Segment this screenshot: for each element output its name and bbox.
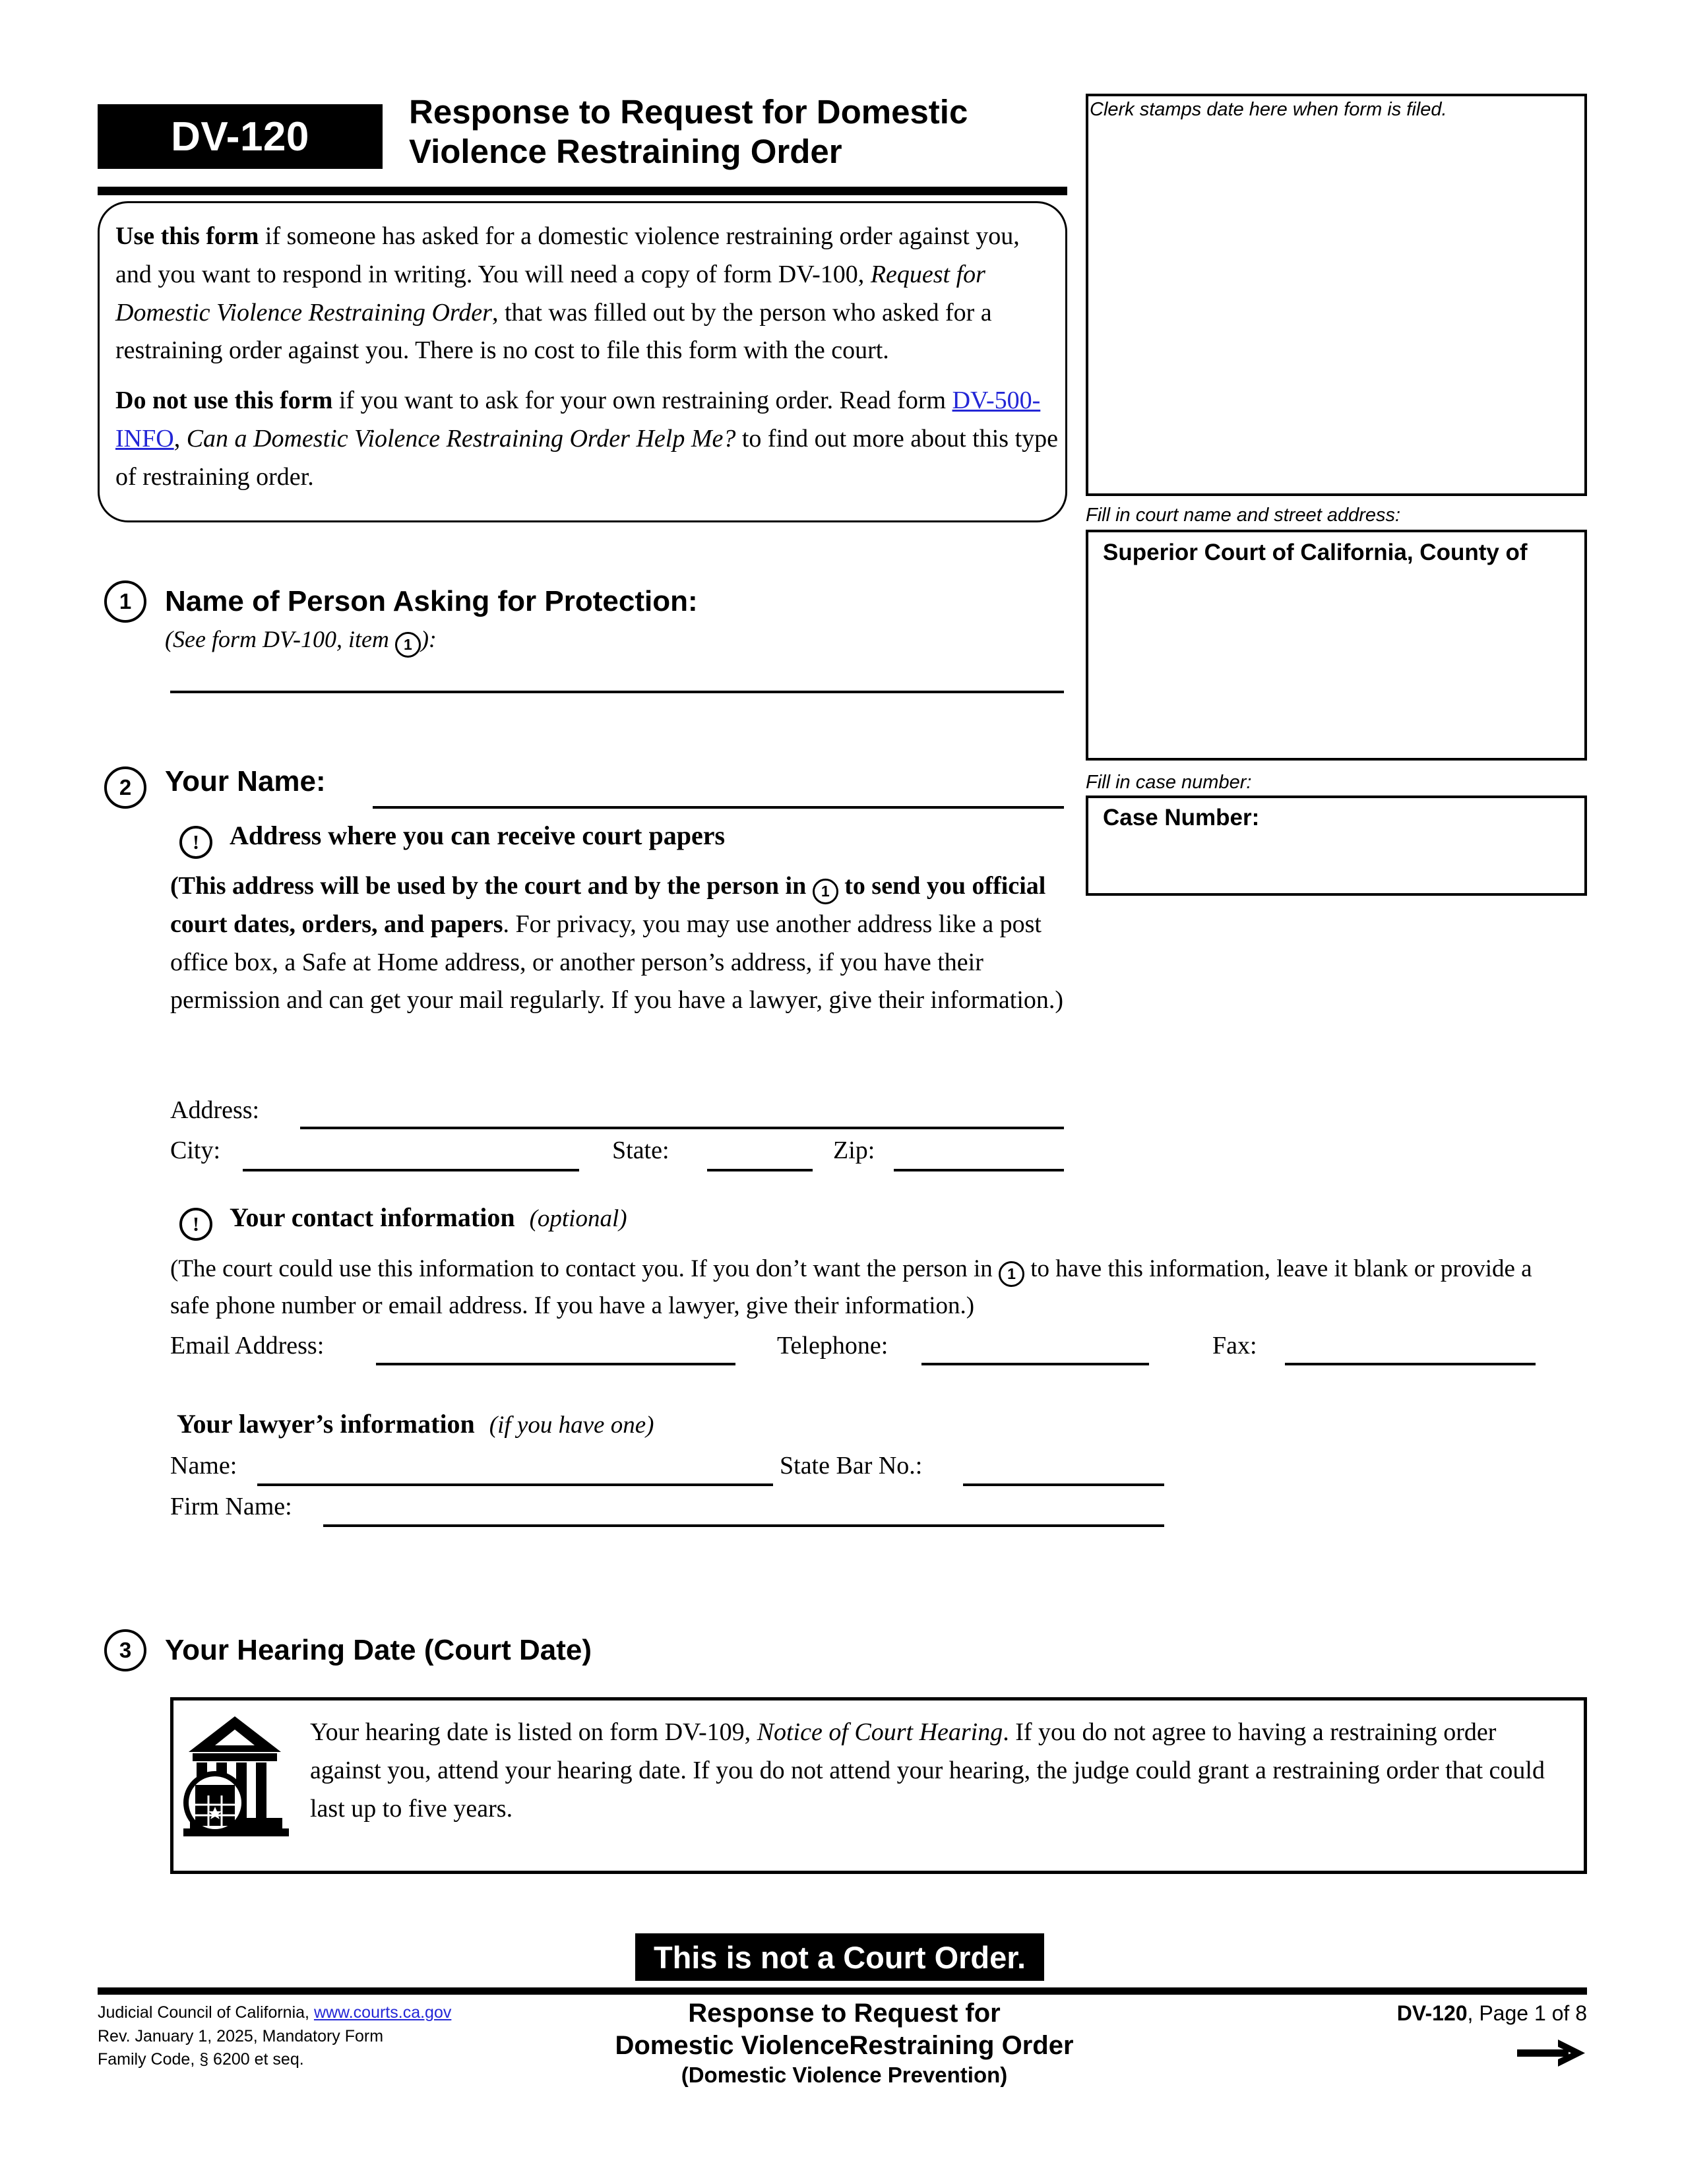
footer-title-line-1: Response to Request for (688, 1999, 1001, 2028)
item-2-heading: Your Name: (165, 765, 326, 797)
next-page-arrow-icon (1517, 2038, 1586, 2069)
contact-body-text (170, 1251, 1536, 1324)
your-name-input-line[interactable] (373, 806, 1064, 809)
intro-p2-rest: if you want to ask for your own restraining order. Read form (332, 387, 952, 414)
alert-icon: ! (179, 1208, 212, 1241)
lawyer-name-input-line[interactable] (257, 1483, 773, 1486)
lawyer-optional-note: (if you have one) (489, 1412, 654, 1439)
intro-paragraph-1 (115, 218, 1059, 370)
contact-optional-note: (optional) (529, 1205, 627, 1232)
lawyer-info-heading (177, 1408, 654, 1439)
address-body-bold-1: (This address will be used by the court and by the person in (170, 872, 813, 900)
intro-p1-italic: Request for Domestic Violence Restraining Order (115, 260, 985, 327)
clerk-stamp-box (1086, 94, 1587, 496)
item-1-number (104, 580, 146, 623)
address-heading-text: Address where you can receive court papers (230, 821, 726, 850)
item-1-subtext-pre: (See form DV-100, item (165, 626, 395, 652)
state-input-line[interactable] (707, 1169, 813, 1171)
contact-alert-heading (179, 1202, 1103, 1241)
footer-council-line (98, 2001, 559, 2025)
case-number-caption: Fill in case number: (1086, 772, 1252, 793)
alert-icon: ! (179, 826, 212, 859)
address-body-bold-2: to send you official court dates, orders, and papers (170, 872, 1046, 938)
city-input-line[interactable] (243, 1169, 579, 1171)
clerk-stamp-caption: Clerk stamps date here when form is filed. (1090, 99, 1447, 120)
state-label: State: (612, 1137, 670, 1164)
lawyer-heading-text: Your lawyer’s information (177, 1409, 475, 1439)
hearing-notice-text (310, 1714, 1563, 1828)
item-1-inline-circle-icon: 1 (395, 632, 421, 658)
form-title-line-2: Violence Restraining Order (409, 133, 842, 171)
courthouse-calendar-icon (183, 1711, 289, 1836)
address-inline-circle-icon: 1 (813, 879, 838, 904)
intro-p2-tail: to find out more about this type of restraining order. (115, 424, 1059, 491)
intro-text (115, 218, 1059, 508)
email-label: Email Address: (170, 1332, 325, 1359)
contact-heading-text: Your contact information (230, 1202, 515, 1232)
footer-right-block (1293, 2001, 1587, 2026)
fax-input-line[interactable] (1285, 1363, 1536, 1365)
courts-ca-gov-link[interactable]: www.courts.ca.gov (313, 2003, 452, 2022)
state-bar-input-line[interactable] (963, 1483, 1164, 1486)
court-name-caption: Fill in court name and street address: (1086, 505, 1401, 526)
fax-label: Fax: (1212, 1332, 1257, 1359)
footer-revision-line: Rev. January 1, 2025, Mandatory Form (98, 2026, 384, 2045)
zip-input-line[interactable] (894, 1169, 1064, 1171)
item-1-subtext (165, 625, 825, 658)
intro-p2-mid: , (173, 424, 187, 452)
footer-council-text: Judicial Council of California, (98, 2003, 314, 2022)
contact-body-pre: (The court could use this information to contact you. If you don’t want the person in (170, 1255, 999, 1282)
footer-title-line-3: (Domestic Violence Prevention) (681, 2062, 1008, 2087)
firm-name-label: Firm Name: (170, 1493, 292, 1520)
intro-p1-rest: if someone has asked for a domestic violence restraining order against you, and you want to respond in writing. You will need a copy of form DV-100, (115, 222, 1020, 288)
firm-name-input-line[interactable] (323, 1524, 1164, 1527)
footer-left-block (98, 2001, 559, 2072)
item-1-name-input-line[interactable] (170, 691, 1064, 693)
address-label: Address: (170, 1096, 260, 1124)
address-alert-heading (179, 820, 1063, 859)
telephone-label: Telephone: (777, 1332, 888, 1359)
item-1-heading: Name of Person Asking for Protection: (165, 585, 698, 617)
footer-divider (98, 1987, 1587, 1995)
not-a-court-order-banner (635, 1933, 1044, 1981)
hearing-body-pre: Your hearing date is listed on form DV-109, (310, 1718, 757, 1746)
hearing-body-post: . If you do not agree to having a restraining order against you, attend your hearing date. If you do not attend your hearing, the judge could grant a restraining order that could last up to five years. (310, 1718, 1545, 1823)
header-divider (98, 187, 1067, 195)
address-body-text (170, 867, 1067, 1020)
intro-p1-bold: Use this form (115, 222, 259, 250)
item-1-subtext-post: ): (420, 626, 437, 652)
footer-form-number: DV-120 (1396, 2001, 1468, 2025)
footer-page-number: , Page 1 of 8 (1467, 2001, 1587, 2025)
item-1-number-text: 1 (119, 589, 132, 613)
form-number-text: DV-120 (171, 113, 309, 160)
footer-title-line-2: Domestic ViolenceRestraining Order (615, 2030, 1074, 2060)
contact-body-post: to have this information, leave it blank or provide a safe phone number or email address. If you have a lawyer, give their information.) (170, 1255, 1532, 1319)
item-3-number-text: 3 (119, 1638, 132, 1662)
form-title-line-1: Response to Request for Domestic (409, 93, 968, 131)
intro-p1-tail: , that was filled out by the person who asked for a restraining order against you. There is no cost to file this form with the court. (115, 298, 992, 365)
telephone-input-line[interactable] (921, 1363, 1149, 1365)
footer-code-line: Family Code, § 6200 et seq. (98, 2050, 304, 2069)
form-number-badge (98, 104, 383, 169)
contact-inline-circle-icon: 1 (999, 1261, 1024, 1287)
case-number-label: Case Number: (1103, 805, 1260, 830)
state-bar-label: State Bar No.: (780, 1452, 923, 1480)
email-input-line[interactable] (376, 1363, 735, 1365)
footer-center-block (541, 1997, 1148, 2088)
item-2-number-text: 2 (119, 775, 132, 799)
lawyer-name-label: Name: (170, 1452, 237, 1480)
item-3-number (104, 1629, 146, 1671)
item-2-number (104, 766, 146, 809)
page-title (409, 92, 1075, 172)
intro-p2-bold: Do not use this form (115, 387, 333, 414)
zip-label: Zip: (833, 1137, 875, 1164)
address-body-rest: . For privacy, you may use another address like a post office box, a Safe at Home address, or another person’s address, if you have their permission and can get your mail regularly. If you have a lawyer, give their information.) (170, 910, 1064, 1014)
hearing-body-italic: Notice of Court Hearing (757, 1718, 1003, 1746)
address-input-line[interactable] (300, 1127, 1064, 1129)
city-label: City: (170, 1137, 221, 1164)
court-name-label: Superior Court of California, County of (1103, 540, 1528, 565)
intro-paragraph-2 (115, 382, 1059, 496)
not-a-court-order-text: This is not a Court Order. (653, 1939, 1026, 1975)
intro-p2-italic: Can a Domestic Violence Restraining Order Help Me? (186, 424, 736, 452)
dv-500-info-link[interactable]: DV-500-INFO (115, 387, 1041, 452)
item-3-heading: Your Hearing Date (Court Date) (165, 1634, 592, 1666)
